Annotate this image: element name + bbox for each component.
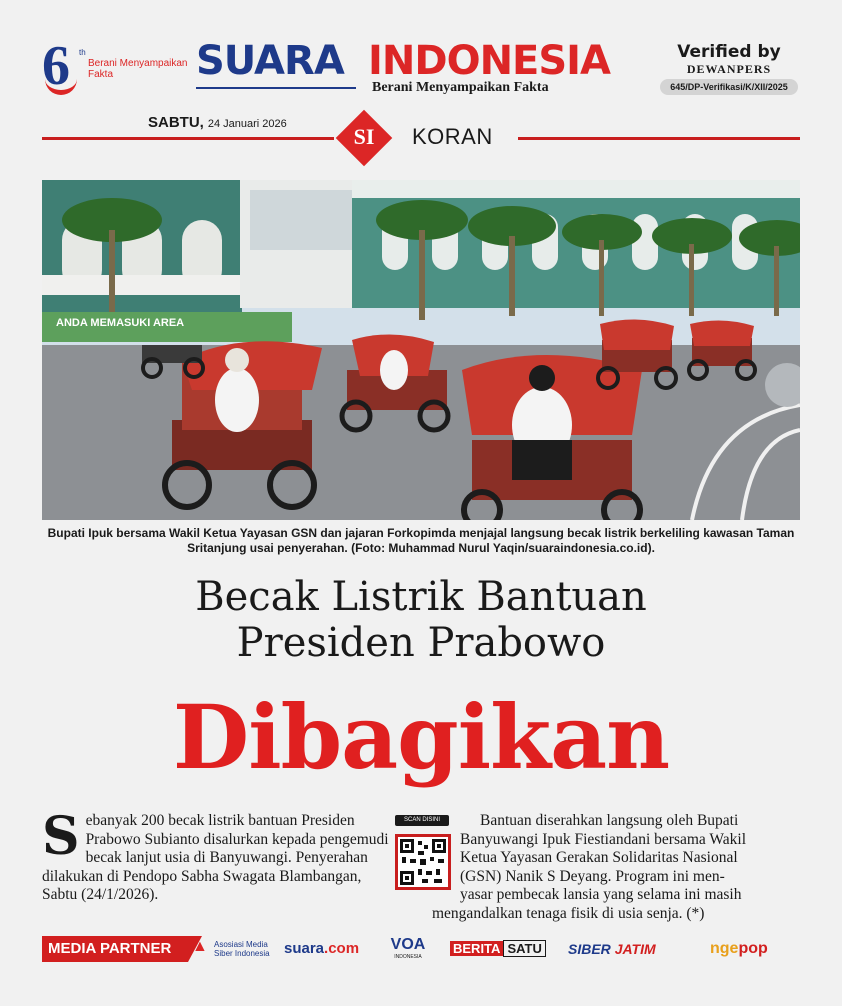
partner-amsi[interactable] [192,940,282,966]
article-column-2-line: yasar pembecak lansia yang selama ini masih [460,886,742,903]
brand-name-right: INDONESIA [368,38,611,84]
suara-com-main: suara [284,940,325,957]
partner-beritasatu[interactable] [450,939,546,959]
voa-logo: VOA [390,936,426,953]
article-column-2-line: Bantuan diserahkan langsung oleh Bupati [480,812,739,829]
section-logo [336,110,392,166]
headline-kicker [42,574,800,666]
jatim-text: JATIM [614,941,656,957]
article-column-1-text: ebanyak 200 becak listrik bantuan Presiden Prabowo Subianto disalurkan kepada pengemudi becak lanjut usia di Banyuwangi. Penyerahan dilakukan di Pendopo Sabha Swagata Blambangan, Sabtu (24/1/2026). [42,812,389,903]
section-rule-left [42,137,334,140]
section-rule-right [518,137,800,140]
brand-name-left: SUARA [196,38,344,84]
partner-voa[interactable] [388,936,428,962]
article-column-2-line: mengandalkan tenaga fisik di usia senja. (*) [432,904,705,922]
qr-scan-label: SCAN DISINI [395,815,449,826]
partner-siber-jatim[interactable] [568,936,656,962]
anniversary-swoosh-icon [45,70,77,95]
article-column-1 [42,806,390,905]
suara-com-tld: .com [324,940,360,957]
media-partner-label: MEDIA PARTNER [42,936,188,962]
section-logo-text: SI [353,124,375,149]
anniversary-text: Berani Menyampaikan Fakta [88,58,188,80]
article-column-2-line: (GSN) Nanik S Deyang. Program ini men- [460,867,725,885]
article-column-2-line: Ketua Yayasan Gerakan Solidaritas Nasional [460,849,738,866]
verified-title: Verified by [677,42,781,62]
anniversary-number: 6 [42,35,70,97]
beritasatu-left: BERITA [450,941,503,956]
article-column-2-line: Banyuwangi Ipuk Fiestiandani bersama Wakil [460,830,747,848]
siber-text: SIBER [568,941,611,957]
voa-sub: INDONESIA [394,954,422,960]
dateline [148,114,287,131]
partner-suara-com[interactable] [284,936,359,962]
dateline-date: 24 Januari 2026 [207,118,287,130]
drop-cap: S [42,806,80,867]
headline-main: Dibagikan [172,685,670,789]
photo-caption: Bupati Ipuk bersama Wakil Ketua Yayasan GSN dan jajaran Forkopimda menjajal langsung becak listrik berkeliling kawasan Taman Sritanjung usai penyerahan. (Foto: Muhammad Nurul Yaqin/suaraindonesia.co.id). [47,526,795,555]
amsi-text: Asosiasi Media Siber Indonesia [214,940,270,958]
verified-number: 645/DP-Verifikasi/K/XII/2025 [660,79,798,95]
brand-logo[interactable] [196,38,642,98]
dateline-day: SABTU, [148,114,204,131]
partner-ngepop[interactable] [710,936,768,962]
amsi-logo-icon: ▲ [192,938,208,955]
anniversary-suffix: th [79,48,86,57]
section-name: KORAN [412,124,493,149]
verified-badge [658,42,800,102]
article-column-2 [432,812,802,923]
headline-line-2: Presiden Prabowo [236,620,606,666]
brand-tagline: Berani Menyampaikan Fakta [372,80,549,95]
photo-banner-text: ANDA MEMASUKI AREA [56,317,185,329]
ngepop-right: pop [738,940,768,957]
headline-line-1: Becak Listrik Bantuan [195,574,647,620]
headline-photo [42,180,800,520]
ngepop-left: nge [710,940,739,957]
anniversary-logo [42,35,188,100]
verified-org: DEWANPERS [686,62,772,76]
media-partner-bar [42,936,800,966]
beritasatu-right: SATU [503,940,545,957]
brand-rule [196,87,356,89]
